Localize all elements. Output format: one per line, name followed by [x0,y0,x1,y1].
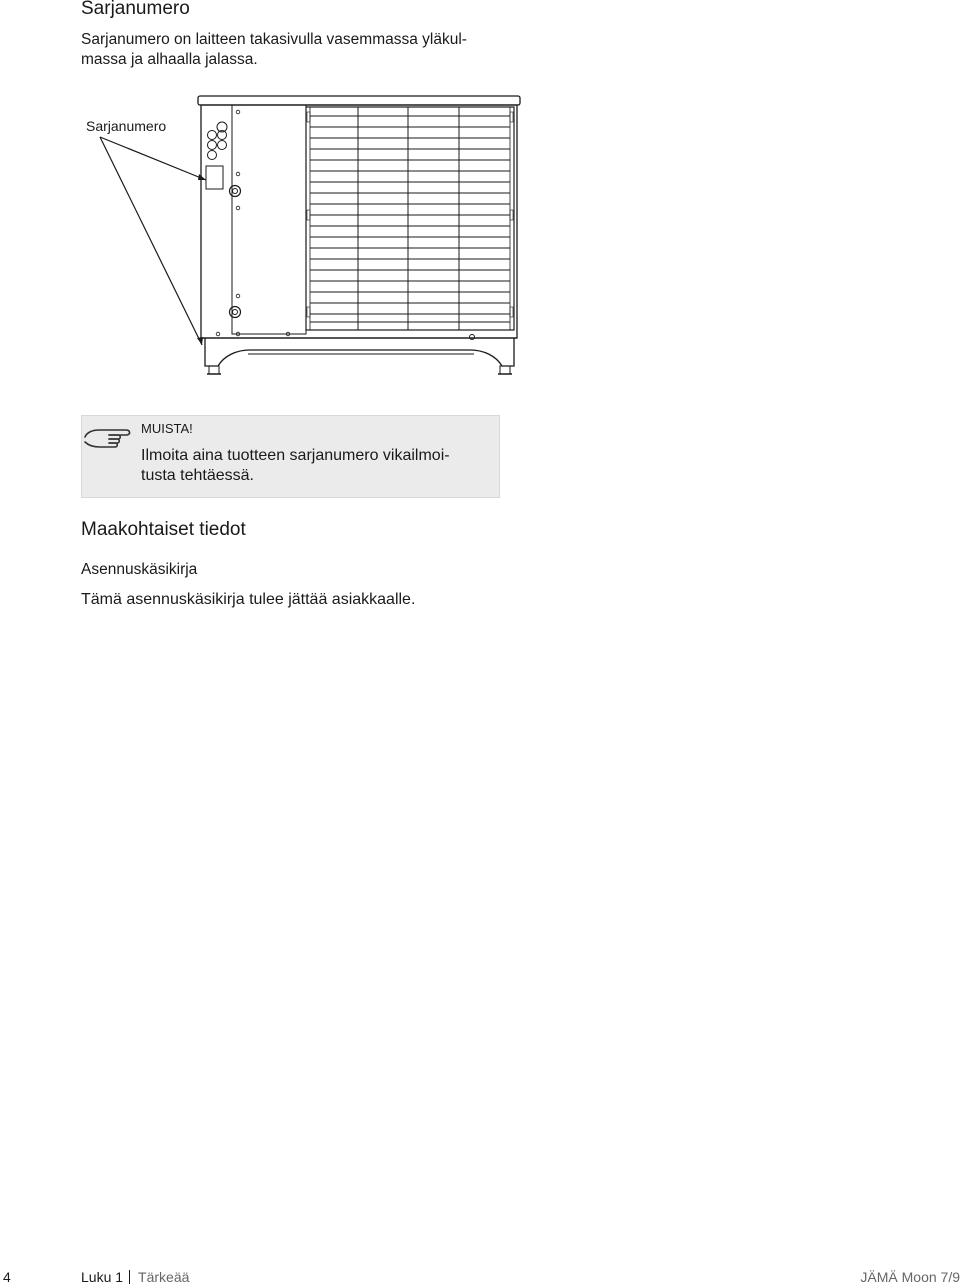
note-text [141,446,450,486]
intro-line: massa ja alhaalla jalassa. [81,51,258,68]
footer-section: Tärkeää [138,1269,190,1285]
footer-page-number: 4 [3,1269,11,1285]
outdoor-unit [198,96,520,374]
footer-chapter: Luku 1 [81,1269,124,1285]
pointing-hand-icon [82,420,134,458]
note-box [81,415,500,498]
note-line: Ilmoita aina tuotteen sarjanumero vikailmoi- [141,447,450,464]
intro-line: Sarjanumero on laitteen takasivulla vasemmassa yläkul- [81,31,467,48]
section-title: Sarjanumero [81,0,190,19]
country-text: Tämä asennuskäsikirja tulee jättää asiakkaalle. [81,591,416,608]
footer-chapter-group [81,1267,189,1287]
callout-lines [100,137,206,345]
figure-callout-label: Sarjanumero [86,118,167,134]
note-line: tusta tehtäessä. [141,467,254,484]
heat-pump-illustration [75,90,535,390]
callout-arrow-top [198,174,206,180]
intro-paragraph [81,30,501,70]
footer-product: JÄMÄ Moon 7/9 [860,1269,960,1285]
country-subheading: Asennuskäsikirja [81,561,198,578]
country-heading: Maakohtaiset tiedot [81,519,246,540]
footer-separator [129,1270,130,1284]
note-title: MUISTA! [141,421,193,436]
